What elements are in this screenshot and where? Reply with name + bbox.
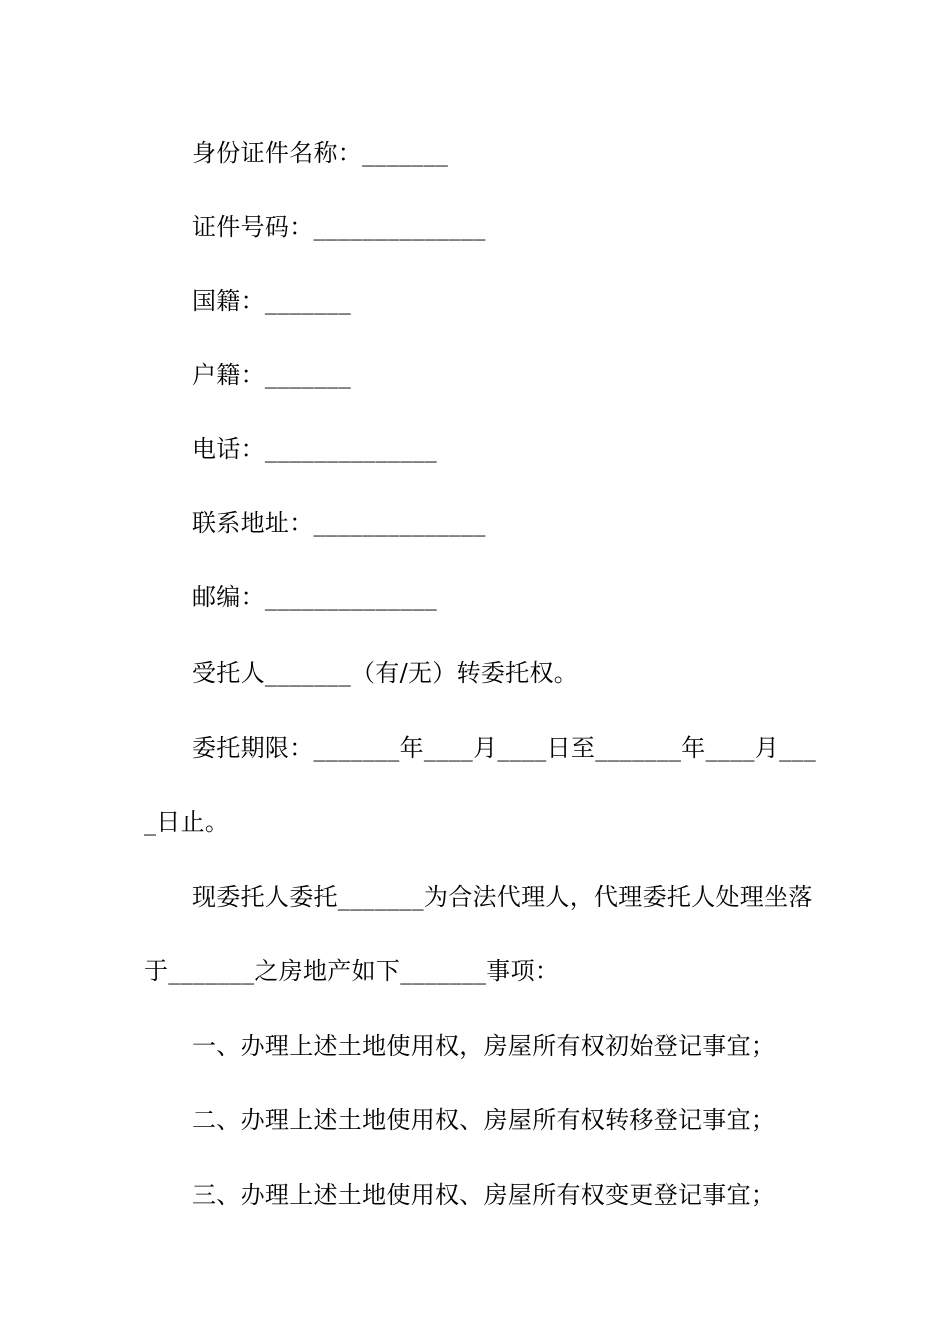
entrustment-period-line-2: _日止。 — [144, 808, 230, 836]
household-registration-field: 户籍：_______ — [192, 361, 351, 389]
entrustment-period-line-1: 委托期限：_______年____月____日至_______年____月___ — [192, 734, 816, 762]
entrustment-paragraph-line-2: 于_______之房地产如下_______事项： — [144, 957, 560, 985]
phone-field: 电话：______________ — [192, 435, 438, 463]
postal-code-field: 邮编：______________ — [192, 583, 438, 611]
entrustment-paragraph-line-1: 现委托人委托_______为合法代理人，代理委托人处理坐落 — [192, 883, 813, 911]
nationality-field: 国籍：_______ — [192, 287, 351, 315]
matter-item-2: 二、办理上述土地使用权、房屋所有权转移登记事宜； — [192, 1106, 776, 1134]
contact-address-field: 联系地址：______________ — [192, 509, 486, 537]
matter-item-3: 三、办理上述土地使用权、房屋所有权变更登记事宜； — [192, 1181, 776, 1209]
id-number-field: 证件号码：______________ — [192, 213, 486, 241]
subdelegation-clause: 受托人_______（有/无）转委托权。 — [192, 659, 579, 687]
id-document-name-field: 身份证件名称：_______ — [192, 139, 449, 167]
matter-item-1: 一、办理上述土地使用权，房屋所有权初始登记事宜； — [192, 1032, 776, 1060]
